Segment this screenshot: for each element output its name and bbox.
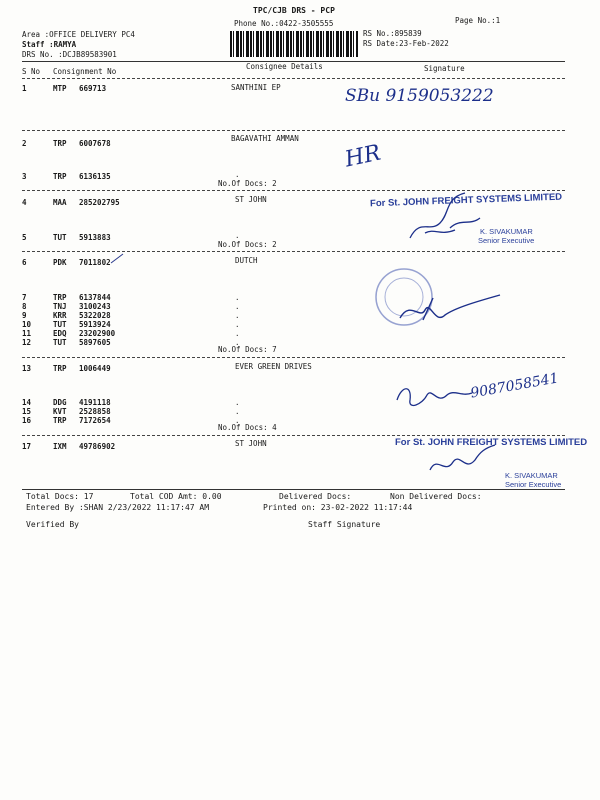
row-number: 3100243	[79, 302, 111, 311]
row-consignee: EVER GREEN DRIVES	[235, 362, 312, 371]
staff-signature: Staff Signature	[308, 520, 381, 529]
handwritten-initials: HR	[342, 140, 383, 173]
footer-rule	[22, 489, 565, 490]
row-number: 5913883	[79, 233, 111, 242]
row-code: TRP	[53, 416, 67, 425]
stamp-name: K. SIVAKUMAR	[505, 471, 558, 480]
total-docs: Total Docs: 17	[26, 492, 94, 501]
total-cod: Total COD Amt: 0.00	[130, 492, 222, 501]
phone-number: Phone No.:0422-3505555	[234, 19, 334, 28]
row-sno: 11	[22, 329, 32, 338]
row-sno: 10	[22, 320, 32, 329]
row-consignee: .	[235, 398, 240, 407]
row-consignee: SANTHINI EP	[231, 83, 281, 92]
drs-number: DRS No. :DCJB89583901	[22, 50, 117, 59]
rs-date: RS Date:23-Feb-2022	[363, 39, 449, 48]
row-consignee: ST JOHN	[235, 439, 267, 448]
row-sno: 1	[22, 84, 27, 93]
row-code: TNJ	[53, 302, 67, 311]
col-consignee: Consignee Details	[246, 62, 323, 71]
row-code: EDQ	[53, 329, 67, 338]
docs-count: No.Of Docs: 2	[218, 240, 277, 249]
row-sno: 15	[22, 407, 32, 416]
docs-count: No.Of Docs: 2	[218, 179, 277, 188]
header-rule-bottom	[22, 78, 565, 79]
row-consignee: BAGAVATHI AMMAN	[231, 134, 299, 143]
rs-number: RS No.:895839	[363, 29, 422, 38]
row-consignee: DUTCH	[235, 256, 258, 265]
row-consignee: ST JOHN	[235, 195, 267, 204]
row-consignee: .	[235, 338, 240, 347]
row-number: 23202900	[79, 329, 116, 338]
row-sno: 14	[22, 398, 32, 407]
printed-on: Printed on: 23-02-2022 11:17:44	[263, 503, 413, 512]
signature-scribble-icon	[425, 440, 500, 480]
row-number: 4191118	[79, 398, 111, 407]
group-rule	[22, 357, 565, 358]
row-number: 5913924	[79, 320, 111, 329]
page-number: Page No.:1	[455, 16, 501, 25]
entered-by: Entered By :SHAN 2/23/2022 11:17:47 AM	[26, 503, 210, 512]
company-stamp: For St. JOHN FREIGHT SYSTEMS LIMITED	[369, 191, 563, 210]
delivered-docs: Delivered Docs:	[279, 492, 352, 501]
row-number: 2528858	[79, 407, 111, 416]
row-sno: 4	[22, 198, 27, 207]
row-number: 5897605	[79, 338, 111, 347]
row-number: 1006449	[79, 364, 111, 373]
row-code: TRP	[53, 139, 67, 148]
row-consignee: .	[235, 407, 240, 416]
handwritten-signature: SBu 9159053222	[345, 86, 494, 106]
group-rule	[22, 251, 565, 252]
signature-scribble-icon	[395, 290, 505, 330]
row-sno: 17	[22, 442, 32, 451]
row-number: 49786902	[79, 442, 116, 451]
row-code: TUT	[53, 320, 67, 329]
row-number: 669713	[79, 84, 107, 93]
row-number: 285202795	[79, 198, 120, 207]
row-consignee: .	[235, 302, 240, 311]
signature-scribble-icon	[405, 188, 485, 243]
row-sno: 5	[22, 233, 27, 242]
row-sno: 6	[22, 258, 27, 267]
row-number: 6136135	[79, 172, 111, 181]
row-sno: 13	[22, 364, 32, 373]
row-code: MTP	[53, 84, 67, 93]
stamp-role: Senior Executive	[478, 236, 535, 245]
row-number: 7011802	[79, 258, 111, 267]
row-code: IXM	[53, 442, 67, 451]
row-sno: 16	[22, 416, 32, 425]
row-code: TRP	[53, 172, 67, 181]
row-code: TRP	[53, 293, 67, 302]
stamp-name: K. SIVAKUMAR	[480, 227, 533, 236]
row-code: KRR	[53, 311, 67, 320]
row-sno: 9	[22, 311, 27, 320]
row-consignee: .	[235, 231, 240, 240]
row-consignee: .	[235, 329, 240, 338]
row-consignee: .	[235, 311, 240, 320]
company-stamp: For St. JOHN FREIGHT SYSTEMS LIMITED	[395, 437, 588, 448]
row-consignee: .	[235, 170, 240, 179]
row-number: 6007678	[79, 139, 111, 148]
row-code: TUT	[53, 233, 67, 242]
row-code: TRP	[53, 364, 67, 373]
row-code: DDG	[53, 398, 67, 407]
row-code: KVT	[53, 407, 67, 416]
col-consignment: Consignment No	[53, 67, 117, 76]
row-number: 5322028	[79, 311, 111, 320]
col-sno: S No	[22, 67, 41, 76]
row-sno: 2	[22, 139, 27, 148]
document-title: TPC/CJB DRS - PCP	[253, 6, 335, 15]
area-label: Area :OFFICE DELIVERY PC4	[22, 30, 135, 39]
docs-count: No.Of Docs: 4	[218, 423, 277, 432]
row-consignee: .	[235, 416, 240, 425]
row-sno: 12	[22, 338, 32, 347]
verified-by: Verified By	[26, 520, 79, 529]
staff-label: Staff :RAMYA	[22, 40, 77, 49]
group-rule	[22, 435, 565, 436]
barcode	[230, 31, 358, 57]
col-signature: Signature	[424, 64, 465, 73]
row-number: 7172654	[79, 416, 111, 425]
row-sno: 7	[22, 293, 27, 302]
non-delivered-docs: Non Delivered Docs:	[390, 492, 482, 501]
stamp-role: Senior Executive	[505, 480, 562, 489]
group-rule	[22, 130, 565, 131]
row-consignee: .	[235, 293, 240, 302]
row-consignee: .	[235, 320, 240, 329]
row-code: PDK	[53, 258, 67, 267]
row-number: 6137844	[79, 293, 111, 302]
row-sno: 3	[22, 172, 27, 181]
handwritten-phone: 9087058541	[469, 370, 560, 402]
row-code: MAA	[53, 198, 67, 207]
tick-mark-icon	[110, 252, 124, 266]
docs-count: No.Of Docs: 7	[218, 345, 277, 354]
row-sno: 8	[22, 302, 27, 311]
row-code: TUT	[53, 338, 67, 347]
